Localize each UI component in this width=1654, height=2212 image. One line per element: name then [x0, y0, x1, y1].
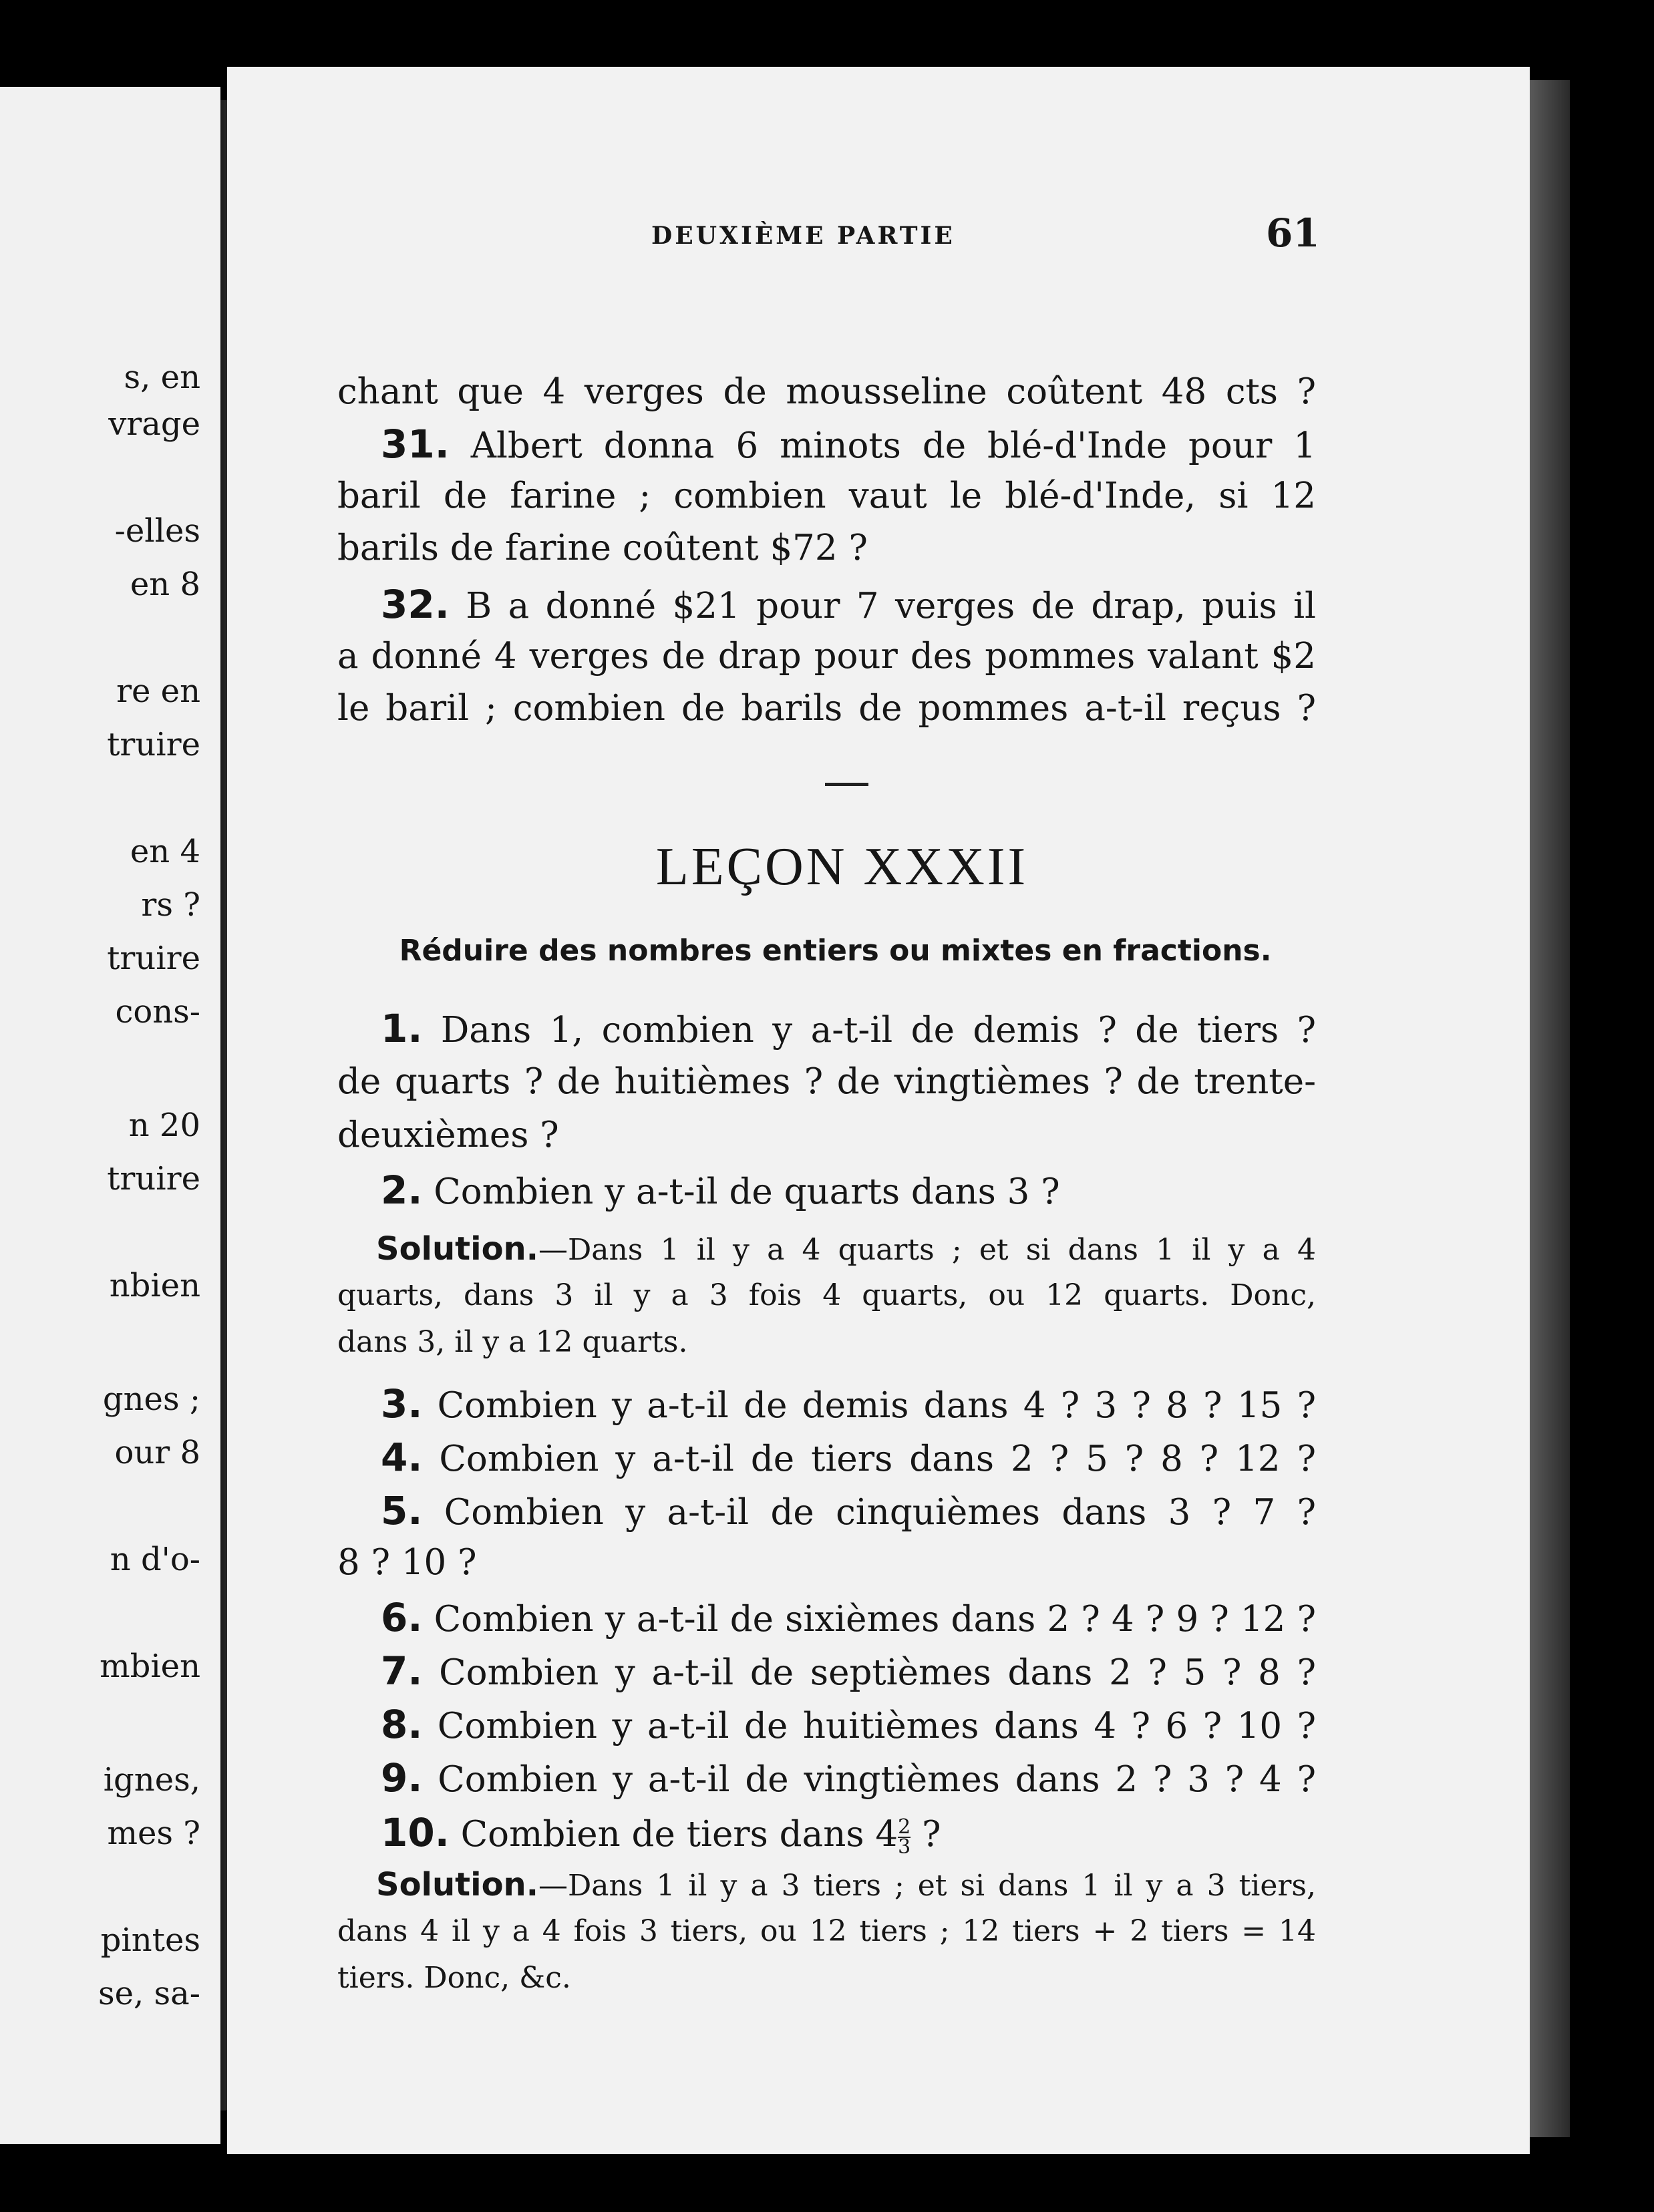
- exercise-text: B a donné $21 pour 7 verges de drap, puis il: [466, 586, 1316, 626]
- solution-label: Solution.: [376, 1866, 538, 1903]
- left-page-line: se, sa-: [98, 1975, 200, 2012]
- solution-2-line-2: dans 4 il y a 4 fois 3 tiers, ou 12 tiers ; 12 tiers + 2 tiers = 14: [337, 1914, 1316, 1948]
- left-page-line: rs ?: [141, 886, 200, 924]
- exercise-32-line-3: le baril ; combien de barils de pommes a-t-il reçus ?: [337, 688, 1316, 729]
- question-text: Combien y a-t-il de quarts dans 3 ?: [434, 1171, 1060, 1212]
- question-text: Combien y a-t-il de cinquièmes dans 3 ? 7 ?: [444, 1492, 1316, 1533]
- question-number: 4.: [381, 1435, 423, 1480]
- left-page-line: -elles: [114, 512, 200, 550]
- question-number: 1.: [381, 1006, 423, 1051]
- question-number: 2.: [381, 1167, 423, 1213]
- question-number: 9.: [381, 1755, 423, 1801]
- question-number: 7.: [381, 1648, 423, 1694]
- exercise-31: [337, 423, 1316, 468]
- question-end: ?: [911, 1814, 941, 1855]
- solution-2-line-3: tiers. Donc, &c.: [337, 1961, 571, 1995]
- question-text: Combien y a-t-il de vingtièmes dans 2 ? 3 ? 4 ?: [438, 1759, 1316, 1800]
- question-1: [337, 1007, 1316, 1052]
- solution-label: Solution.: [376, 1230, 538, 1268]
- exercise-text: Albert donna 6 minots de blé-d'Inde pour 1: [470, 425, 1316, 466]
- question-4: [337, 1436, 1316, 1481]
- question-number: 5.: [381, 1488, 423, 1533]
- question-6: [337, 1596, 1316, 1641]
- lesson-title: LEÇON XXXII: [655, 838, 1029, 896]
- left-page-line: n 20: [128, 1107, 200, 1144]
- left-page-line: our 8: [114, 1434, 200, 1471]
- question-5-line-2: 8 ? 10 ?: [337, 1542, 477, 1583]
- running-head: DEUXIÈME PARTIE: [651, 222, 955, 250]
- question-number: 10.: [381, 1810, 450, 1855]
- solution-1-line-3: dans 3, il y a 12 quarts.: [337, 1325, 688, 1359]
- left-page-line: s, en: [124, 359, 200, 396]
- exercise-number: 31.: [381, 421, 450, 467]
- solution-1-line-2: quarts, dans 3 il y a 3 fois 4 quarts, ou 12 quarts. Donc,: [337, 1278, 1316, 1312]
- exercise-32-line-2: a donné 4 verges de drap pour des pommes valant $2: [337, 636, 1316, 677]
- solution-1: [337, 1228, 1316, 1272]
- question-text: Combien y a-t-il de huitièmes dans 4 ? 6 ? 10 ?: [437, 1706, 1316, 1746]
- left-page-line: pintes: [100, 1921, 200, 1959]
- question-text: Combien y a-t-il de tiers dans 2 ? 5 ? 8 ? 12 ?: [439, 1439, 1316, 1479]
- left-page-line: nbien: [109, 1267, 200, 1304]
- left-page-line: mbien: [100, 1648, 200, 1685]
- question-1-line-3: deuxièmes ?: [337, 1115, 559, 1155]
- lesson-subtitle: Réduire des nombres entiers ou mixtes en fractions.: [399, 934, 1272, 968]
- question-2: [337, 1169, 1316, 1214]
- left-page-line: vrage: [108, 405, 200, 443]
- left-page-line: re en: [116, 673, 200, 710]
- left-page-line: n d'o-: [110, 1541, 200, 1578]
- fraction-numerator: 2: [898, 1815, 911, 1839]
- solution-2: [337, 1863, 1316, 1907]
- mixed-fraction: [898, 1815, 911, 1859]
- section-rule: [825, 783, 868, 786]
- left-page-line: mes ?: [107, 1815, 200, 1852]
- question-number: 8.: [381, 1702, 423, 1747]
- left-page-line: truire: [107, 940, 200, 977]
- question-9: [337, 1757, 1316, 1801]
- question-1-line-2: de quarts ? de huitièmes ? de vingtièmes ? de trente-: [337, 1061, 1316, 1102]
- exercise-30-end: chant que 4 verges de mousseline coûtent 48 cts ?: [337, 371, 1316, 412]
- solution-text: —Dans 1 il y a 4 quarts ; et si dans 1 il y a 4: [538, 1233, 1316, 1267]
- question-3: [337, 1382, 1316, 1427]
- exercise-32: [337, 583, 1316, 628]
- question-number: 6.: [381, 1595, 423, 1640]
- fraction-denominator: 3: [898, 1835, 911, 1859]
- question-10: [337, 1811, 1316, 1857]
- left-page-line: en 8: [130, 566, 200, 603]
- question-7: [337, 1650, 1316, 1694]
- exercise-number: 32.: [381, 582, 450, 627]
- question-text: Dans 1, combien y a-t-il de demis ? de tiers ?: [440, 1010, 1316, 1051]
- question-text: Combien de tiers dans 4: [460, 1814, 898, 1855]
- left-facing-page: [0, 87, 220, 2144]
- question-text: Combien y a-t-il de demis dans 4 ? 3 ? 8 ? 15 ?: [437, 1385, 1316, 1426]
- question-number: 3.: [381, 1381, 423, 1427]
- exercise-31-line-2: baril de farine ; combien vaut le blé-d'Inde, si 12: [337, 476, 1316, 516]
- left-page-line: truire: [107, 1160, 200, 1197]
- page-number: 61: [1266, 210, 1320, 256]
- question-text: Combien y a-t-il de septièmes dans 2 ? 5 ? 8 ?: [439, 1652, 1317, 1693]
- page-edge-shadow: [1530, 80, 1570, 2137]
- left-page-line: ignes,: [103, 1761, 200, 1799]
- left-page-line: cons-: [115, 993, 200, 1031]
- question-text: Combien y a-t-il de sixièmes dans 2 ? 4 ? 9 ? 12 ?: [434, 1599, 1316, 1640]
- question-8: [337, 1703, 1316, 1748]
- left-page-line: truire: [107, 726, 200, 763]
- left-page-line: gnes ;: [102, 1380, 200, 1418]
- solution-text: —Dans 1 il y a 3 tiers ; et si dans 1 il y a 3 tiers,: [538, 1869, 1316, 1903]
- exercise-31-line-3: barils de farine coûtent $72 ?: [337, 528, 868, 568]
- question-5: [337, 1489, 1316, 1534]
- left-page-line: en 4: [130, 833, 200, 870]
